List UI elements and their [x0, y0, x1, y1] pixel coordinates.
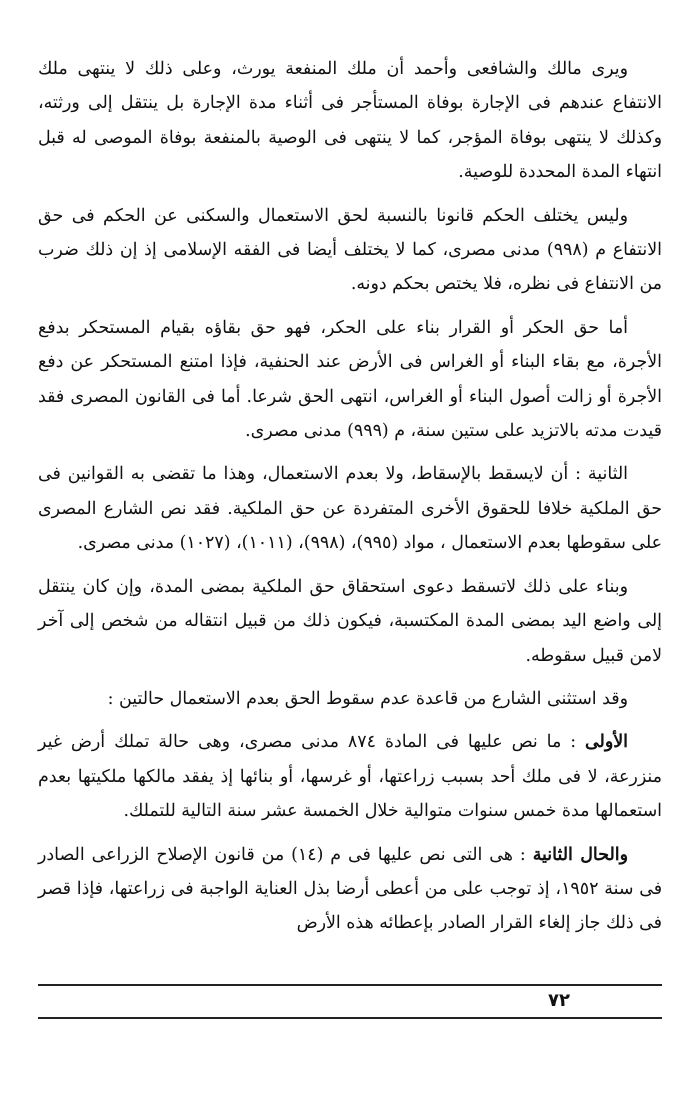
paragraph-4-text: الثانية : أن لايسقط بالإسقاط، ولا بعدم الاستعمال، وهذا ما تقضى به القوانين فى حق الملكية خلافا للحقوق الأخرى المتفردة عن حق الملكية. فقد نص الشارع المصرى على سقوطها بعدم الاستعمال ، مواد (٩٩٥)، (٩٩٨)، (١٠١١)، (١٠٢٧) مدنى مصرى.	[38, 464, 662, 554]
paragraph-3	[38, 311, 662, 449]
paragraph-7	[38, 725, 662, 828]
paragraph-6	[38, 682, 662, 716]
paragraph-5-text: وبناء على ذلك لاتسقط دعوى استحقاق حق الملكية بمضى المدة، وإن كان ينتقل إلى واضع اليد بمضى المدة المكتسبة، فيكون ذلك من قبيل انتقاله من شخص إلى آخر لامن قبيل سقوطه.	[38, 576, 662, 666]
footer-divider-top	[38, 984, 662, 986]
page-number: ٧٢	[548, 990, 570, 1011]
paragraph-8-lead: والحال الثانية	[532, 844, 628, 865]
body-text	[38, 52, 662, 950]
paragraph-8	[38, 838, 662, 941]
paragraph-2	[38, 199, 662, 302]
paragraph-7-text: : ما نص عليها فى المادة ٨٧٤ مدنى مصرى، وهى حالة تملك أرض غير منزرعة، لا فى ملك أحد بسبب زراعتها، أو غرسها، أو بنائها إذ يفقد مالكها ملكيتها بعدم استعمالها مدة خمس سنوات متوالية خلال الخمسة عشر سنة التالية للتملك.	[38, 732, 662, 822]
footer-divider-bottom	[38, 1017, 662, 1019]
paragraph-4	[38, 457, 662, 560]
paragraph-1-text: ويرى مالك والشافعى وأحمد أن ملك المنفعة يورث، وعلى ذلك لا ينتهى ملك الانتفاع عندهم فى الإجارة بوفاة المستأجر فى أثناء مدة الإجارة بل ينتقل إلى ورثته، وكذلك لا ينتهى بوفاة المؤجر، كما لا ينتهى فى الوصية بالمنفعة بوفاة الموصى له قبل انتهاء المدة المحددة للوصية.	[38, 59, 662, 183]
paragraph-6-text: وقد استثنى الشارع من قاعدة عدم سقوط الحق بعدم الاستعمال حالتين :	[107, 688, 628, 709]
paragraph-7-lead: الأولى	[585, 732, 628, 753]
paragraph-1	[38, 52, 662, 190]
paragraph-8-text: : هى التى نص عليها فى م (١٤) من قانون الإصلاح الزراعى الصادر فى سنة ١٩٥٢، إذ توجب على من أعطى أرضا بذل العناية الواجبة فى زراعتها، فإذا قصر فى ذلك جاز إلغاء القرار الصادر بإعطائه هذه الأرض	[38, 844, 663, 934]
paragraph-3-text: أما حق الحكر أو القرار بناء على الحكر، فهو حق بقاؤه بقيام المستحكر بدفع الأجرة، مع بقاء البناء أو الغراس فى الأرض عند الحنفية، فإذا امتنع المستحكر عن دفع الأجرة أو زالت أصول البناء أو الغراس، انتهى الحق شرعا. أما فى القانون المصرى فقد قيدت مدته بالاتزيد على ستين سنة، م (٩٩٩) مدنى مصرى.	[38, 317, 662, 442]
paragraph-5	[38, 570, 662, 673]
paragraph-2-text: وليس يختلف الحكم قانونا بالنسبة لحق الاستعمال والسكنى عن الحكم فى حق الانتفاع م (٩٩٨) مدنى مصرى، كما لا يختلف أيضا فى الفقه الإسلامى إذ إن ذلك ضرب من الانتفاع فى نظره، فلا يختص بحكم دونه.	[38, 205, 663, 295]
